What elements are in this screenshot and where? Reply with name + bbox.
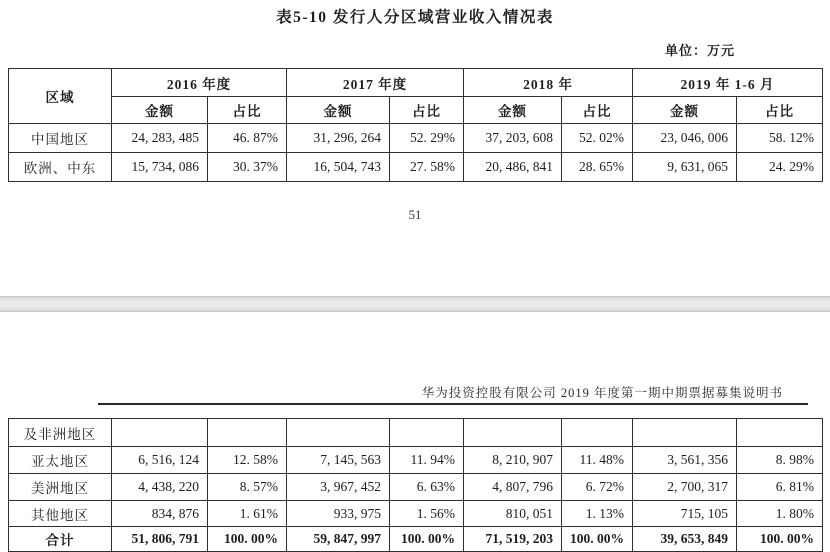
- share-cell: [737, 419, 823, 447]
- amount-cell: 15, 734, 086: [112, 153, 208, 182]
- amount-cell: 71, 519, 203: [464, 527, 562, 552]
- share-header: 占比: [737, 97, 823, 124]
- table-row: [9, 419, 823, 447]
- amount-cell: 16, 504, 743: [287, 153, 390, 182]
- amount-cell: 834, 876: [112, 501, 208, 527]
- amount-cell: 6, 516, 124: [112, 447, 208, 474]
- amount-cell: 2, 700, 317: [633, 474, 737, 501]
- table-row: [9, 447, 823, 474]
- share-cell: 6. 72%: [562, 474, 633, 501]
- amount-cell: [633, 419, 737, 447]
- period-header-2019h1: 2019 年 1-6 月: [633, 69, 823, 97]
- share-header: 占比: [390, 97, 464, 124]
- share-cell: 12. 58%: [208, 447, 287, 474]
- region-cell: 欧洲、中东: [9, 153, 112, 182]
- amount-cell: 4, 438, 220: [112, 474, 208, 501]
- region-cell: 合计: [9, 527, 112, 552]
- amount-header: 金额: [287, 97, 390, 124]
- amount-cell: 37, 203, 608: [464, 124, 562, 153]
- table-row: [9, 527, 823, 552]
- table-row: [9, 474, 823, 501]
- share-cell: [208, 419, 287, 447]
- share-cell: 8. 98%: [737, 447, 823, 474]
- share-cell: 1. 80%: [737, 501, 823, 527]
- share-cell: 8. 57%: [208, 474, 287, 501]
- share-cell: 27. 58%: [390, 153, 464, 182]
- unit-label: 单位：万元: [664, 43, 735, 58]
- amount-cell: 7, 145, 563: [287, 447, 390, 474]
- share-cell: 52. 02%: [562, 124, 633, 153]
- share-header: 占比: [562, 97, 633, 124]
- share-cell: 6. 81%: [737, 474, 823, 501]
- page-number: 51: [408, 207, 422, 222]
- share-cell: 28. 65%: [562, 153, 633, 182]
- amount-cell: 31, 296, 264: [287, 124, 390, 153]
- amount-cell: [112, 419, 208, 447]
- document-running-header: 华为投资控股有限公司 2019 年度第一期中期票据募集说明书: [421, 386, 783, 400]
- share-cell: 58. 12%: [737, 124, 823, 153]
- amount-cell: 9, 631, 065: [633, 153, 737, 182]
- share-cell: 11. 48%: [562, 447, 633, 474]
- share-cell: 52. 29%: [390, 124, 464, 153]
- amount-header: 金额: [633, 97, 737, 124]
- share-cell: [562, 419, 633, 447]
- share-cell: 30. 37%: [208, 153, 287, 182]
- table2-body: [9, 419, 823, 552]
- share-cell: [390, 419, 464, 447]
- region-cell: 其他地区: [9, 501, 112, 527]
- revenue-table-page2: [8, 418, 823, 552]
- period-header-2018: 2018 年: [464, 69, 633, 97]
- table1-body: [9, 124, 823, 182]
- region-column-header: 区域: [9, 69, 112, 124]
- region-cell: 美洲地区: [9, 474, 112, 501]
- amount-cell: 3, 561, 356: [633, 447, 737, 474]
- share-cell: 11. 94%: [390, 447, 464, 474]
- share-cell: 100. 00%: [737, 527, 823, 552]
- table-title: 表5-10 发行人分区域营业收入情况表: [276, 9, 554, 26]
- share-cell: 1. 61%: [208, 501, 287, 527]
- amount-cell: 59, 847, 997: [287, 527, 390, 552]
- amount-header: 金额: [112, 97, 208, 124]
- amount-cell: 23, 046, 006: [633, 124, 737, 153]
- region-cell: 及非洲地区: [9, 419, 112, 447]
- metric-header-row: [9, 97, 823, 124]
- region-cell: 中国地区: [9, 124, 112, 153]
- page-break-separator: [0, 296, 830, 312]
- amount-cell: 24, 283, 485: [112, 124, 208, 153]
- share-cell: 6. 63%: [390, 474, 464, 501]
- table-header: [9, 69, 823, 124]
- period-header-row: [9, 69, 823, 97]
- revenue-table-page1: [8, 68, 823, 182]
- amount-cell: [287, 419, 390, 447]
- share-cell: 100. 00%: [208, 527, 287, 552]
- amount-cell: 715, 105: [633, 501, 737, 527]
- share-cell: 1. 13%: [562, 501, 633, 527]
- amount-cell: 39, 653, 849: [633, 527, 737, 552]
- amount-cell: 51, 806, 791: [112, 527, 208, 552]
- amount-cell: 20, 486, 841: [464, 153, 562, 182]
- amount-cell: 4, 807, 796: [464, 474, 562, 501]
- share-header: 占比: [208, 97, 287, 124]
- amount-cell: 8, 210, 907: [464, 447, 562, 474]
- share-cell: 100. 00%: [562, 527, 633, 552]
- table-row: [9, 153, 823, 182]
- table-row: [9, 124, 823, 153]
- amount-cell: [464, 419, 562, 447]
- period-header-2016: 2016 年度: [112, 69, 287, 97]
- period-header-2017: 2017 年度: [287, 69, 464, 97]
- share-cell: 46. 87%: [208, 124, 287, 153]
- share-cell: 24. 29%: [737, 153, 823, 182]
- amount-cell: 810, 051: [464, 501, 562, 527]
- amount-cell: 3, 967, 452: [287, 474, 390, 501]
- header-rule: [98, 403, 808, 405]
- share-cell: 1. 56%: [390, 501, 464, 527]
- amount-header: 金额: [464, 97, 562, 124]
- amount-cell: 933, 975: [287, 501, 390, 527]
- region-cell: 亚太地区: [9, 447, 112, 474]
- share-cell: 100. 00%: [390, 527, 464, 552]
- table-row: [9, 501, 823, 527]
